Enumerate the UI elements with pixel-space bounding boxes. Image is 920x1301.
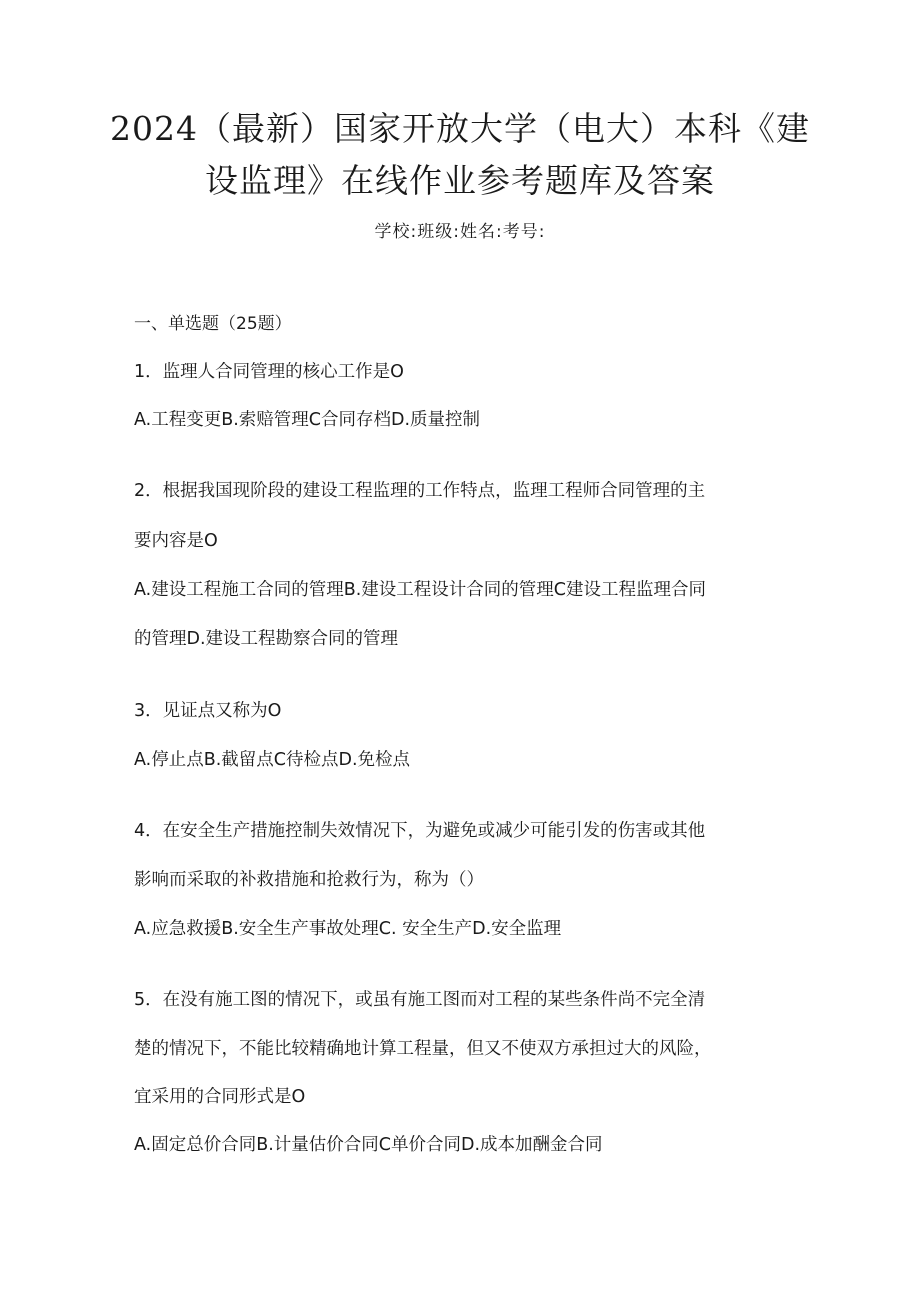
question-5-stem-line-2: 楚的情况下，不能比较精确地计算工程量，但又不使双方承担过大的风险，	[134, 1039, 712, 1059]
student-info-line: 学校:班级:姓名:考号:	[374, 222, 546, 242]
question-3-options: A.停止点B.截留点C待检点D.免检点	[134, 750, 411, 770]
question-1-stem: 1．监理人合同管理的核心工作是O	[134, 362, 404, 382]
question-4-options: A.应急救援B.安全生产事故处理C. 安全生产D.安全监理	[134, 919, 562, 939]
question-2-stem-line-2: 要内容是O	[134, 531, 218, 551]
question-5-stem-line-3: 宜采用的合同形式是O	[134, 1087, 306, 1107]
section-heading: 一、单选题（25题）	[134, 314, 292, 334]
document-title-line-2: 设监理》在线作业参考题库及答案	[205, 161, 715, 200]
question-5-options: A.固定总价合同B.计量估价合同C单价合同D.成本加酬金合同	[134, 1135, 603, 1155]
question-2-options-line-2: 的管理D.建设工程勘察合同的管理	[134, 629, 399, 649]
question-4-stem-line-2: 影响而采取的补救措施和抢救行为，称为（）	[134, 870, 484, 890]
document-title-line-1: 2024（最新）国家开放大学（电大）本科《建	[110, 109, 810, 148]
question-4-stem-line-1: 4．在安全生产措施控制失效情况下，为避免或减少可能引发的伤害或其他	[134, 821, 706, 841]
question-1-options: A.工程变更B.索赔管理C合同存档D.质量控制	[134, 410, 481, 430]
question-5-stem-line-1: 5．在没有施工图的情况下，或虽有施工图而对工程的某些条件尚不完全清	[134, 990, 706, 1010]
question-3-stem: 3．见证点又称为O	[134, 701, 282, 721]
question-2-stem-line-1: 2．根据我国现阶段的建设工程监理的工作特点，监理工程师合同管理的主	[134, 481, 706, 501]
question-2-options-line-1: A.建设工程施工合同的管理B.建设工程设计合同的管理C建设工程监理合同	[134, 580, 707, 600]
